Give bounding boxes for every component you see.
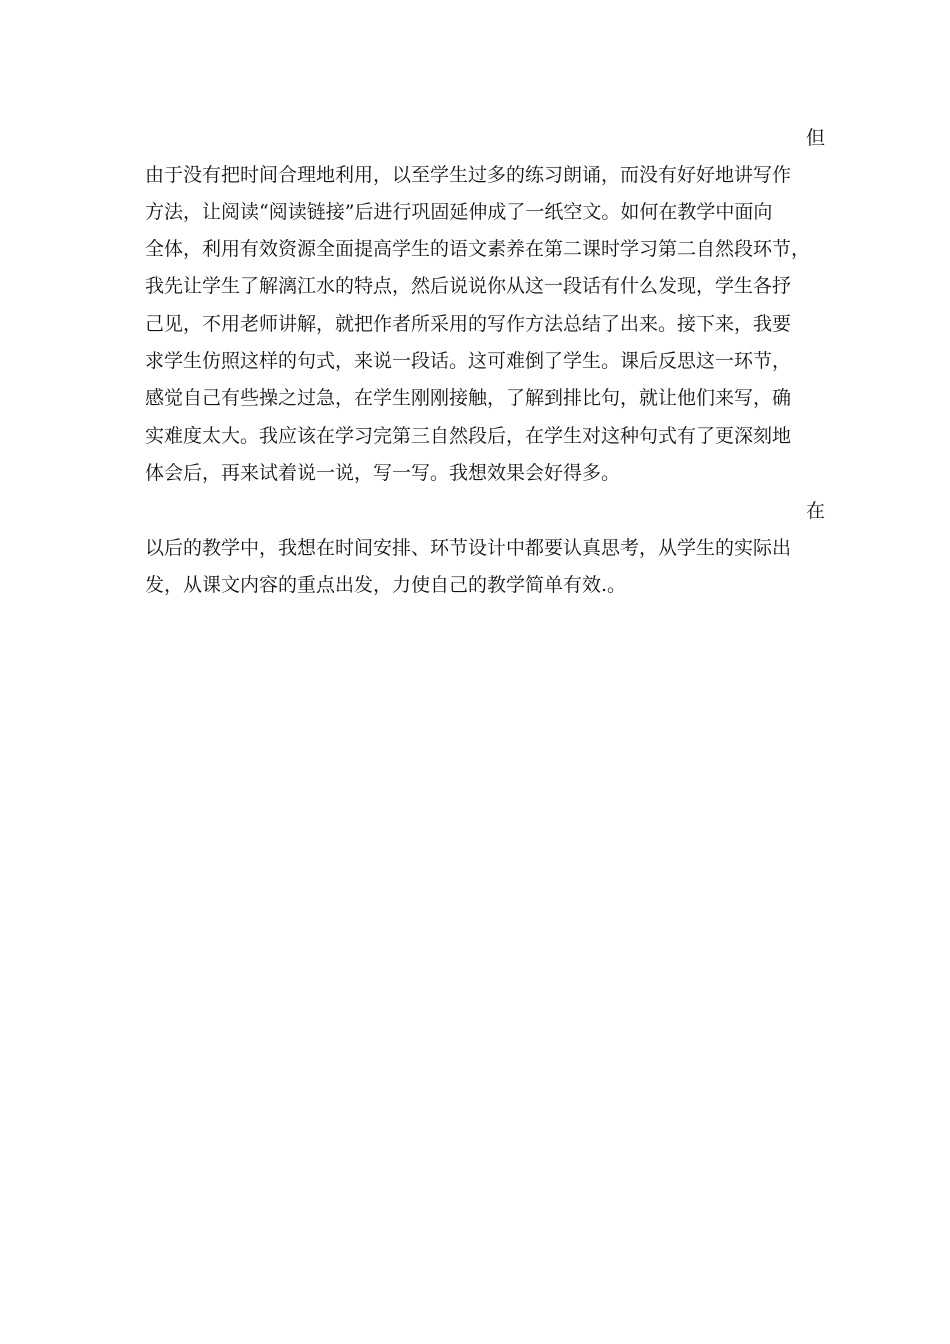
paragraph-1-line-1: 但	[805, 127, 825, 149]
paragraph-1-line-9: 实难度太大。我应该在学习完第三自然段后，在学生对这种句式有了更深刻地	[145, 425, 792, 447]
paragraph-1-line-6: 己见，不用老师讲解，就把作者所采用的写作方法总结了出来。接下来，我要	[145, 313, 792, 335]
paragraph-2-line-1: 在	[805, 500, 825, 522]
paragraph-1-line-2: 由于没有把时间合理地利用，以至学生过多的练习朗诵，而没有好好地讲写作	[145, 164, 792, 186]
paragraph-2-line-3: 发，从课文内容的重点出发，力使自己的教学简单有效.。	[145, 574, 627, 596]
paragraph-1-line-8: 感觉自己有些操之过急，在学生刚刚接触，了解到排比句，就让他们来写，确	[145, 387, 792, 409]
paragraph-1-line-5: 我先让学生了解漓江水的特点，然后说说你从这一段话有什么发现，学生各抒	[145, 275, 792, 297]
paragraph-2-line-2: 以后的教学中，我想在时间安排、环节设计中都要认真思考，从学生的实际出	[145, 537, 792, 559]
paragraph-1-line-10: 体会后，再来试着说一说，写一写。我想效果会好得多。	[145, 462, 621, 484]
paragraph-1-line-3: 方法，让阅读“阅读链接”后进行巩固延伸成了一纸空文。如何在教学中面向	[145, 201, 773, 223]
paragraph-1-line-7: 求学生仿照这样的句式，来说一段话。这可难倒了学生。课后反思这一环节，	[145, 350, 792, 372]
paragraph-1-line-4: 全体，利用有效资源全面提高学生的语文素养在第二课时学习第二自然段环节，	[145, 238, 811, 260]
